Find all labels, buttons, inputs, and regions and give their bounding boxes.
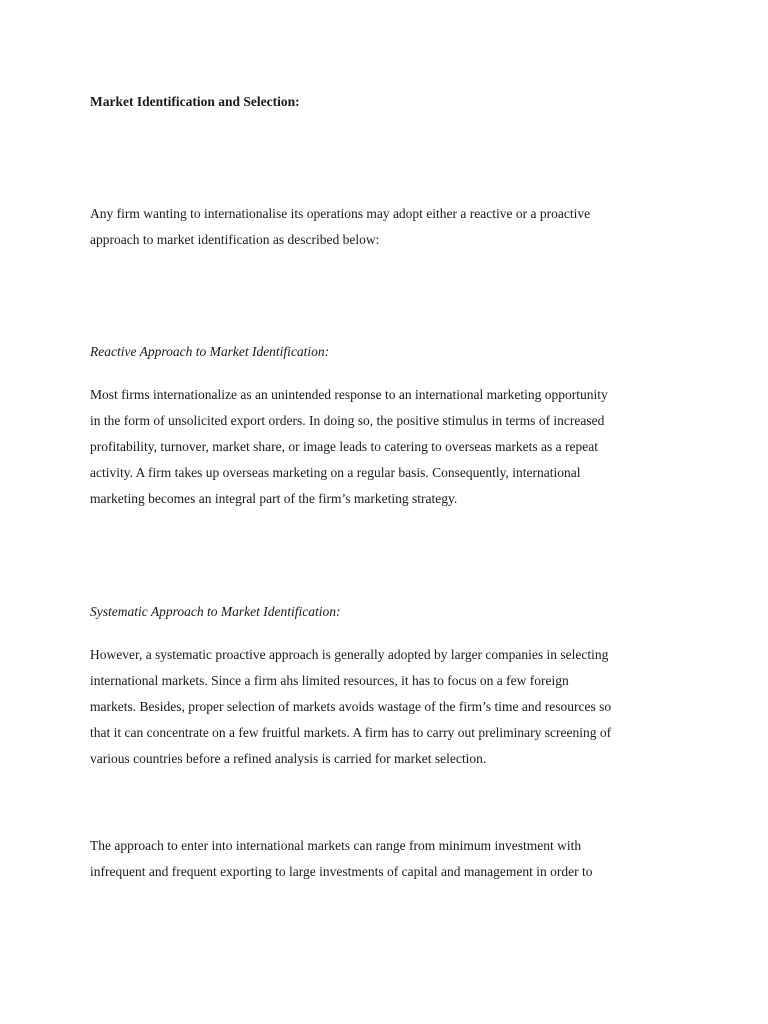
paragraph-line: The approach to enter into international markets can range from minimum investment with	[90, 838, 582, 853]
paragraph-line: international markets. Since a firm ahs limited resources, it has to focus on a few foreign	[90, 673, 569, 688]
paragraph-line: marketing becomes an integral part of the firm’s marketing strategy.	[90, 491, 458, 506]
reactive-approach-heading: Reactive Approach to Market Identification:	[90, 344, 330, 359]
paragraph-line: However, a systematic proactive approach is generally adopted by larger companies in selecting	[90, 647, 609, 662]
paragraph-line: Any firm wanting to internationalise its operations may adopt either a reactive or a proactive	[90, 206, 591, 221]
paragraph-line: profitability, turnover, market share, or image leads to catering to overseas markets as a repeat	[90, 439, 599, 454]
market-entry-paragraph	[90, 833, 690, 885]
paragraph-line: activity. A firm takes up overseas marketing on a regular basis. Consequently, international	[90, 465, 581, 480]
reactive-approach-paragraph	[90, 382, 690, 512]
paragraph-line: Most firms internationalize as an unintended response to an international marketing opportunity	[90, 387, 608, 402]
paragraph-line: that it can concentrate on a few fruitful markets. A firm has to carry out preliminary screening of	[90, 725, 612, 740]
systematic-approach-paragraph	[90, 642, 690, 772]
intro-paragraph	[90, 201, 690, 253]
paragraph-line: various countries before a refined analysis is carried for market selection.	[90, 751, 487, 766]
paragraph-line: markets. Besides, proper selection of markets avoids wastage of the firm’s time and resources so	[90, 699, 612, 714]
paragraph-line: infrequent and frequent exporting to large investments of capital and management in order to	[90, 864, 593, 879]
page-title: Market Identification and Selection:	[90, 94, 300, 109]
paragraph-line: in the form of unsolicited export orders. In doing so, the positive stimulus in terms of increased	[90, 413, 605, 428]
systematic-approach-heading: Systematic Approach to Market Identification:	[90, 604, 341, 619]
paragraph-line: approach to market identification as described below:	[90, 232, 380, 247]
